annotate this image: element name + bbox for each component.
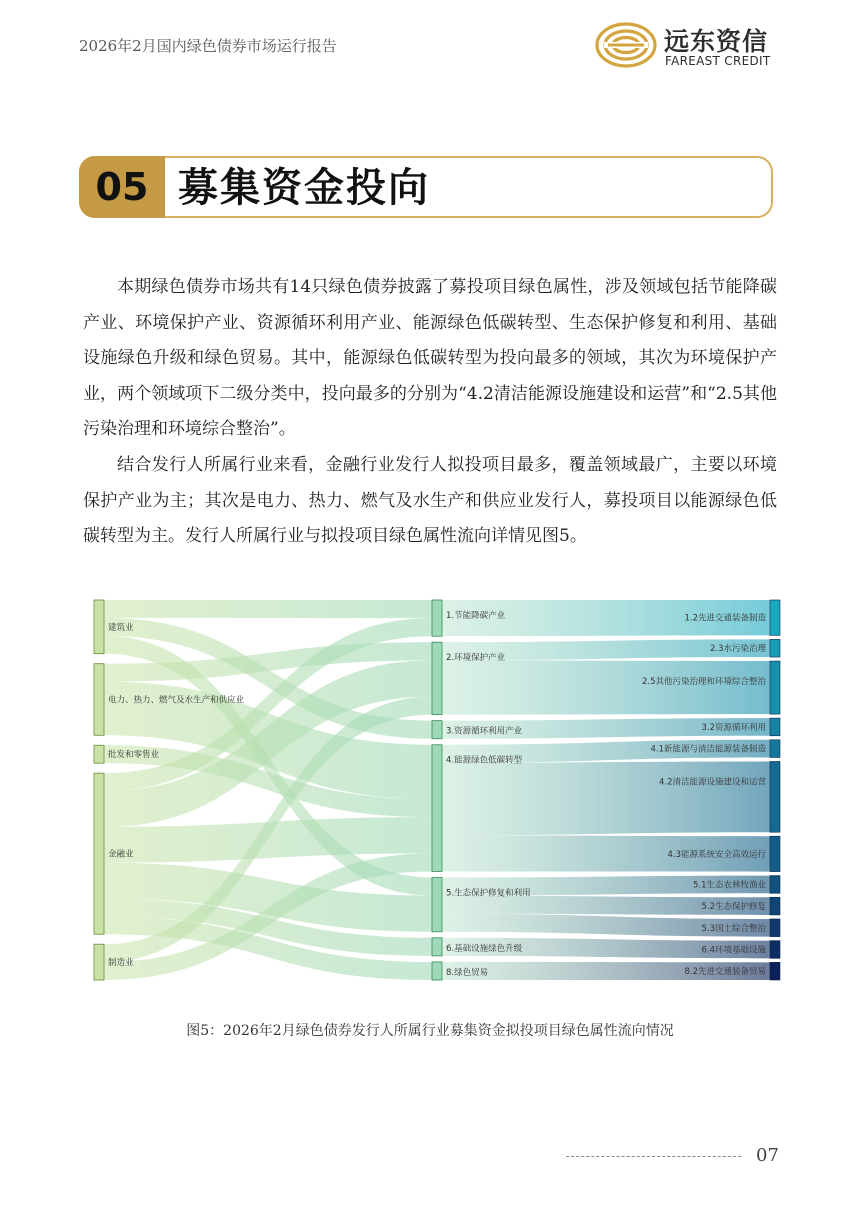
sankey-label-category: 5.生态保护修复和利用 [446, 888, 531, 899]
sankey-chart [0, 590, 860, 990]
sankey-label-industry: 电力、热力、燃气及水生产和供应业 [108, 695, 245, 706]
sankey-label-subcategory: 4.1新能源与清洁能源装备制造 [650, 744, 766, 755]
logo-english-name: FAREAST CREDIT [665, 54, 771, 68]
paragraph-2 [83, 448, 777, 555]
sankey-node-industry [94, 944, 104, 980]
sankey-label-category: 8.绿色贸易 [446, 967, 489, 978]
sankey-node-subcategory [770, 639, 780, 657]
sankey-node-industry [94, 745, 104, 763]
sankey-label-subcategory: 4.3能源系统安全高效运行 [667, 849, 766, 860]
footer-divider [566, 1156, 741, 1157]
sankey-node-subcategory [770, 718, 780, 736]
sankey-node-category [432, 600, 442, 636]
paragraph-2-text: 结合发行人所属行业来看，金融行业发行人拟投项目最多，覆盖领域最广，主要以环境保护产业为主；其次是电力、热力、燃气及水生产和供应业发行人，募投项目以能源绿色低碳转型为主。发行人所属行业与拟投项目绿色属性流向详情见图5。 [83, 455, 777, 546]
logo-rings-icon [594, 20, 658, 70]
sankey-node-subcategory [770, 600, 780, 635]
sankey-label-category: 2.环境保护产业 [446, 653, 506, 664]
figure-caption: 图5：2026年2月绿色债券发行人所属行业募集资金拟投项目绿色属性流向情况 [186, 1023, 674, 1039]
sankey-node-subcategory [770, 761, 780, 832]
sankey-label-subcategory: 5.3国土综合整治 [701, 923, 766, 934]
sankey-link-category-to-subcategory [442, 660, 770, 714]
logo-chinese-name: 远东资信 [664, 27, 769, 56]
paragraph-1 [83, 270, 777, 448]
sankey-link-category-to-subcategory [442, 761, 770, 835]
sankey-node-subcategory [770, 661, 780, 714]
sankey-node-industry [94, 600, 104, 654]
sankey-label-subcategory: 6.4环境基础设施 [701, 945, 766, 956]
sankey-node-subcategory [770, 962, 780, 980]
sankey-node-category [432, 721, 442, 739]
sankey-node-subcategory [770, 836, 780, 871]
sankey-label-subcategory: 3.2资源循环利用 [701, 722, 766, 733]
sankey-node-subcategory [770, 941, 780, 959]
sankey-node-subcategory [770, 876, 780, 894]
sankey-node-industry [94, 664, 104, 736]
sankey-label-subcategory: 5.2生态保护修复 [701, 902, 766, 913]
sankey-node-category [432, 938, 442, 956]
sankey-label-category: 4.能源绿色低碳转型 [446, 755, 523, 766]
sankey-node-category [432, 642, 442, 714]
sankey-label-subcategory: 2.5其他污染治理和环境综合整治 [641, 677, 766, 688]
sankey-label-category: 3.资源循环利用产业 [446, 726, 523, 737]
sankey-node-subcategory [770, 897, 780, 915]
company-logo [594, 20, 784, 70]
page-number: 07 [756, 1145, 779, 1166]
sankey-label-category: 6.基础设施绿色升级 [446, 943, 523, 954]
sankey-node-category [432, 745, 442, 872]
sankey-node-category [432, 962, 442, 980]
sankey-label-subcategory: 1.2先进交通装备制造 [684, 613, 766, 624]
sankey-label-subcategory: 8.2先进交通装备贸易 [684, 967, 766, 978]
sankey-link-industry-to-category [104, 600, 432, 618]
sankey-node-category [432, 877, 442, 931]
sankey-label-industry: 建筑业 [108, 622, 134, 633]
sankey-label-category: 1.节能降碳产业 [446, 611, 506, 621]
sankey-label-subcategory: 5.1生态农林牧渔业 [692, 880, 766, 891]
section-number: 05 [79, 156, 165, 218]
sankey-node-subcategory [770, 740, 780, 758]
sankey-label-industry: 制造业 [108, 958, 134, 969]
sankey-node-industry [94, 773, 104, 934]
section-title: 募集资金投向 [178, 165, 430, 211]
sankey-node-subcategory [770, 919, 780, 937]
sankey-label-industry: 金融业 [108, 849, 134, 860]
sankey-label-subcategory: 2.3水污染治理 [709, 644, 766, 655]
sankey-label-industry: 批发和零售业 [108, 750, 160, 761]
report-header-title: 2026年2月国内绿色债券市场运行报告 [79, 37, 337, 55]
paragraph-1-text: 本期绿色债券市场共有14只绿色债券披露了募投项目绿色属性，涉及领域包括节能降碳产业、环境保护产业、资源循环利用产业、能源绿色低碳转型、生态保护修复和利用、基础设施绿色升级和绿色贸易。其中，能源绿色低碳转型为投向最多的领域，其次为环境保护产业，两个领域项下二级分类中，投向最多的分别为“4.2清洁能源设施建设和运营”和“2.5其他污染治理和环境综合整治”。 [83, 277, 777, 439]
sankey-label-subcategory: 4.2清洁能源设施建设和运营 [658, 777, 766, 788]
